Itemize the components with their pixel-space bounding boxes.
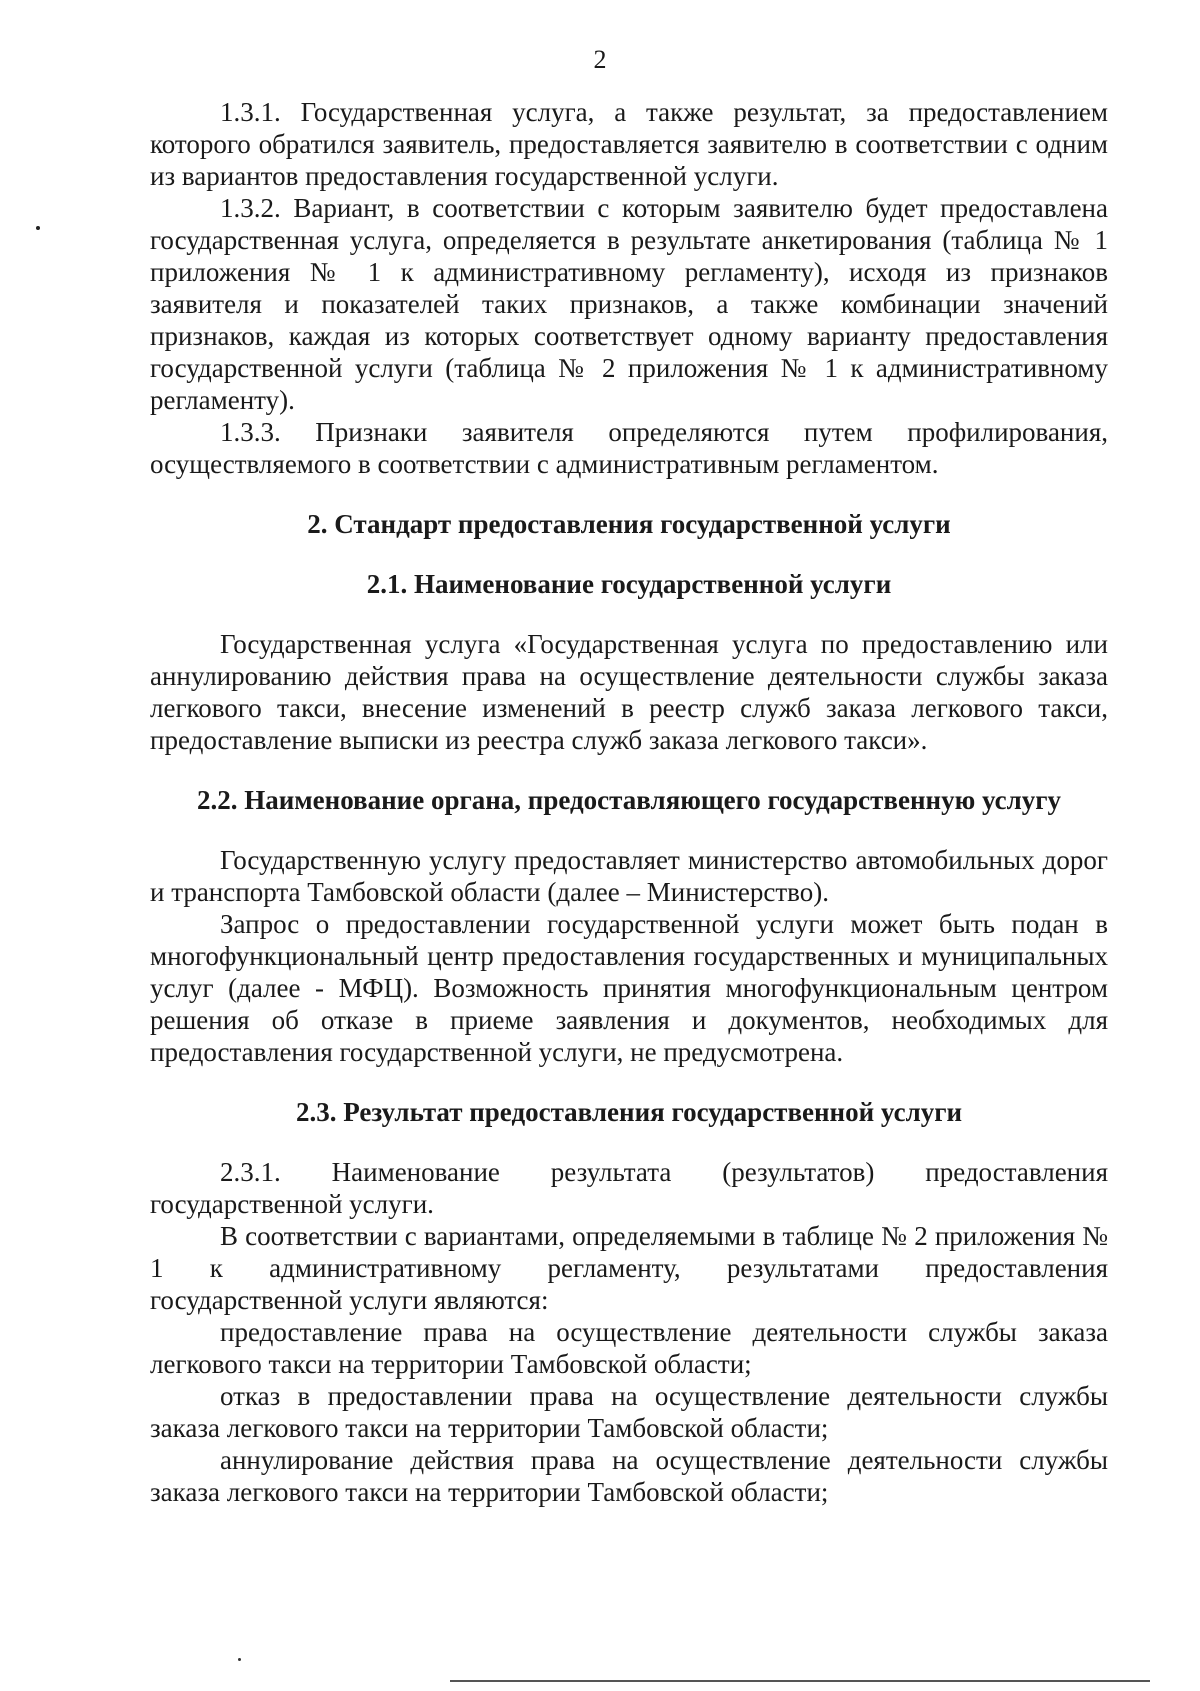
scan-speck <box>36 226 40 230</box>
scan-speck-bottom <box>238 1658 241 1661</box>
page-bottom-edge <box>450 1680 1150 1682</box>
paragraph-ministry: Государственную услугу предоставляет министерство автомобильных дорог и транспорта Тамбовской области (далее – Министерство). <box>150 845 1108 907</box>
paragraph-1-3-2: 1.3.2. Вариант, в соответствии с которым заявителю будет предоставлена государственная услуга, определяется в результате анкетирования (таблица № 1 приложения № 1 к административному регламенту), исходя из признаков заявителя и показателей таких признаков, а также комбинации значений признаков, каждая из которых соответствует одному варианту предоставления государственной услуги (таблица № 2 приложения № 1 к административному регламенту). <box>150 193 1108 415</box>
document-body <box>150 96 1108 1508</box>
paragraph-mfc-request: Запрос о предоставлении государственной услуги может быть подан в многофункциональный центр предоставления государственных и муниципальных услуг (далее - МФЦ). Возможность принятия многофункциональным центром решения об отказе в приеме заявления и документов, необходимых для предоставления государственной услуги, не предусмотрена. <box>150 909 1108 1067</box>
paragraph-results-intro: В соответствии с вариантами, определяемыми в таблице № 2 приложения № 1 к административному регламенту, результатами предоставления государственной услуги являются: <box>150 1221 1108 1315</box>
paragraph-1-3-3: 1.3.3. Признаки заявителя определяются путем профилирования, осуществляемого в соответствии с административным регламентом. <box>150 417 1108 479</box>
paragraph-2-3-1: 2.3.1. Наименование результата (результатов) предоставления государственной услуги. <box>150 1157 1108 1219</box>
section-heading-2-2: 2.2. Наименование органа, предоставляющего государственную услугу <box>196 785 1062 815</box>
paragraph-1-3-1: 1.3.1. Государственная услуга, а также результат, за предоставлением которого обратился заявитель, предоставляется заявителю в соответствии с одним из вариантов предоставления государственной услуги. <box>150 97 1108 191</box>
section-heading-2: 2. Стандарт предоставления государственной услуги <box>307 509 951 539</box>
result-item-annulment: аннулирование действия права на осуществление деятельности службы заказа легкового такси на территории Тамбовской области; <box>150 1445 1108 1507</box>
result-item-refusal: отказ в предоставлении права на осуществление деятельности службы заказа легкового такси на территории Тамбовской области; <box>150 1381 1108 1443</box>
section-heading-2-3: 2.3. Результат предоставления государственной услуги <box>295 1097 963 1127</box>
section-heading-2-1: 2.1. Наименование государственной услуги <box>366 569 892 599</box>
paragraph-service-name: Государственная услуга «Государственная услуга по предоставлению или аннулированию действия права на осуществление деятельности службы заказа легкового такси, внесение изменений в реестр служб заказа легкового такси, предоставление выписки из реестра служб заказа легкового такси». <box>150 629 1108 755</box>
page-number: 2 <box>593 45 607 74</box>
result-item-grant: предоставление права на осуществление деятельности службы заказа легкового такси на территории Тамбовской области; <box>150 1317 1108 1379</box>
